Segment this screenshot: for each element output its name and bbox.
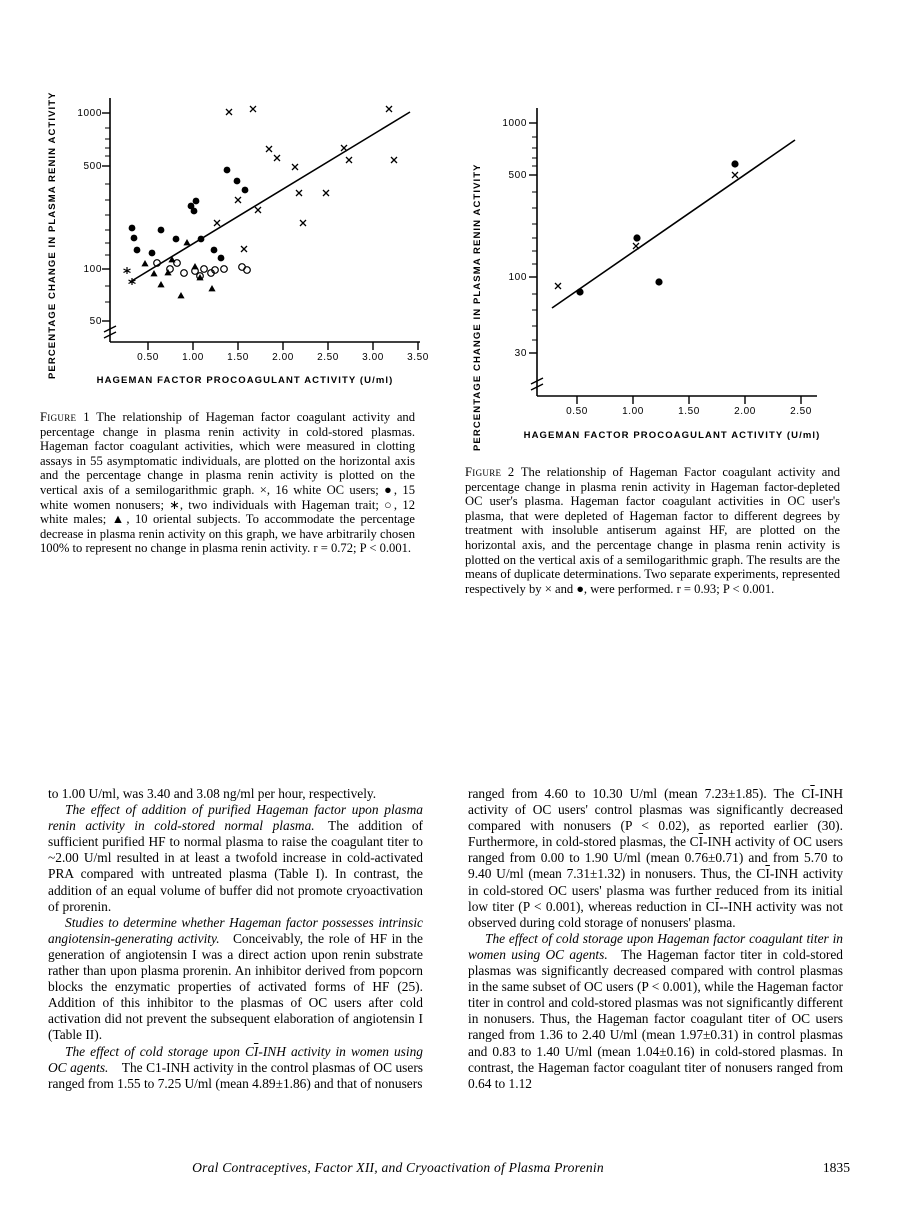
figure-1-y-axis-label: PERCENTAGE CHANGE IN PLASMA RENIN ACTIVITY <box>47 91 58 379</box>
figure-1-xtick-050: 0.50 <box>137 352 159 363</box>
body-paragraph: The effect of cold storage upon $C\overline{I}$-INH activity in women using OC agents. The C1-INH activity in the control plasmas of OC users ranged from 1.55 to 7.25 U/ml (mean 4.89±1.86) and that of nonusers <box>48 1043 423 1091</box>
figure-1-ytick-50: 50 <box>89 316 102 327</box>
figure-2-ytick-1000: 1000 <box>502 118 527 129</box>
figure-2-series-dot <box>576 160 738 295</box>
figure-2-xtick-150: 1.50 <box>678 406 700 417</box>
figure-1-ytick-100: 100 <box>83 264 102 275</box>
figure-1-caption-text: The relationship of Hageman factor coagulant activity and percentage change in plasma renin activity in cold-stored plasmas. Hageman factor coagulant activities, which were measured in clotting assays in 55 asymptomatic individuals, are plotted on the horizontal axis and the percentage change in plasma renin activity is plotted on the vertical axis of a semilogarithmic graph. ×, 16 white OC users; ●, 15 white women nonusers; ∗, two individuals with Hageman trait; ○, 12 white males; ▲, 10 oriental subjects. To accommodate the percentage decrease in plasma renin activity on this graph, we have arbitrarily chosen 100% to represent no change in plasma renin activity. r = 0.72; P < 0.001. <box>40 410 415 556</box>
running-title: Oral Contraceptives, Factor XII, and Cryoactivation of Plasma Prorenin <box>192 1160 604 1175</box>
figure-1-ytick-500: 500 <box>83 161 102 172</box>
figure-1 <box>40 80 435 556</box>
figure-2-canvas <box>527 80 857 420</box>
figure-1-series-hageman-trait <box>124 267 136 285</box>
body-paragraph: ranged from 4.60 to 10.30 U/ml (mean 7.23±1.85). The $C\overline{I}$-INH activity of OC users' control plasmas was significantly decreased compared with nonusers (P < 0.02), as reported earlier (30). Furthermore, in cold-stored plasmas, the $C\overline{I}$-INH activity of OC users ranged from 0.00 to 1.90 U/ml (mean 0.76±0.71) and from 5.70 to 9.40 U/ml (mean 7.31±1.32) in nonusers. Thus, the $C\overline{I}$-INH activity in cold-stored OC users' plasma was further reduced from its initial low titer (P < 0.001), whereas reduction in $C\overline{I}-$-INH activity was not observed during cold storage of nonusers' plasma. <box>468 786 844 930</box>
figure-2-xtick-050: 0.50 <box>566 406 588 417</box>
figure-2-plot <box>465 80 860 460</box>
figure-2-caption-text: The relationship of Hageman Factor coagulant activity and percentage change in plasma renin activity in Hageman factor-depleted OC user's plasma. Hageman factor coagulant activities in OC user's plasma, that were depleted of Hageman factor to different degrees by treatment with insoluble antiserum against HF, are plotted on the horizontal axis, and the percentage change in plasma renin activity is plotted on the vertical axis of a semilogarithmic graph. The results are the means of duplicate determinations. Two separate experiments, represented respectively by × and ●, were performed. r = 0.93; P < 0.001. <box>465 465 840 596</box>
figure-2-xtick-200: 2.00 <box>734 406 756 417</box>
body-paragraph: The effect of cold storage upon Hageman factor coagulant titer in women using OC agents. The Hageman factor titer in cold-stored plasmas was significantly decreased compared with control plasmas in the same subset of OC users (P < 0.001), while the Hageman factor titer in control and cold-stored plasmas was not significantly different in nonusers. Thus, the Hageman factor coagulant titer of OC users ranged from 1.36 to 2.40 U/ml (mean 1.97±0.31) in control plasmas and 0.83 to 1.40 U/ml (mean 1.04±0.16) in cold-stored plasmas. In contrast, the Hageman factor coagulant titer of nonusers ranged from 0.64 to 1.12 <box>468 930 843 1091</box>
figure-2-xtick-250: 2.50 <box>790 406 812 417</box>
figure-2-xtick-100: 1.00 <box>622 406 644 417</box>
figure-1-caption-label: Figure 1 <box>40 410 90 424</box>
figure-1-xtick-250: 2.50 <box>317 352 339 363</box>
figure-1-xtick-150: 1.50 <box>227 352 249 363</box>
figure-2-ytick-100: 100 <box>508 272 527 283</box>
page-footer <box>48 1160 850 1176</box>
figure-2-x-axis-label: HAGEMAN FACTOR PROCOAGULANT ACTIVITY (U/ml) <box>523 430 821 441</box>
figures-region <box>40 80 860 700</box>
body-column-left <box>48 786 423 1092</box>
figure-2-y-axis-label: PERCENTAGE CHANGE IN PLASMA RENIN ACTIVITY <box>472 163 483 451</box>
figure-1-ytick-1000: 1000 <box>77 108 102 119</box>
figure-1-caption <box>40 410 415 556</box>
figure-1-xtick-200: 2.00 <box>272 352 294 363</box>
figure-2-caption <box>465 465 840 596</box>
body-paragraph: The effect of addition of purified Hageman factor upon plasma renin activity in cold-stored normal plasma. The addition of sufficient purified HF to normal plasma to raise the coagulant titer to ~2.00 U/ml resulted in at least a twofold increase in cold-activated PRA compared with untreated plasma (Table I). In contrast, the addition of an equal volume of buffer did not promote cryoactivation of prorenin. <box>48 802 423 914</box>
figure-1-xtick-350: 3.50 <box>407 352 429 363</box>
figure-2-ytick-500: 500 <box>508 170 527 181</box>
figure-2-caption-label: Figure 2 <box>465 465 515 479</box>
page-number: 1835 <box>822 1160 850 1175</box>
figure-2 <box>465 80 860 596</box>
body-column-right <box>468 786 843 1092</box>
body-paragraph: Studies to determine whether Hageman factor possesses intrinsic angiotensin-generating activity. Conceivably, the role of HF in the generation of angiotensin I was a direct action upon renin substrate rather than upon plasma prorenin. An inhibitor derived from popcorn blocks the enzymatic properties of activated forms of HF (25). Addition of this inhibitor to the plasmas of OC users after cold activation did not prevent the subsequent elaboration of angiotensin I (Table II). <box>48 914 424 1043</box>
figure-1-xtick-300: 3.00 <box>362 352 384 363</box>
body-paragraph: to 1.00 U/ml, was 3.40 and 3.08 ng/ml per hour, respectively. <box>48 786 377 801</box>
figure-1-series-oc-users <box>214 106 397 252</box>
figure-1-canvas <box>100 80 430 380</box>
figure-1-xtick-100: 1.00 <box>182 352 204 363</box>
figure-1-x-axis-label: HAGEMAN FACTOR PROCOAGULANT ACTIVITY (U/ml) <box>96 375 394 386</box>
figure-1-plot <box>40 80 435 386</box>
figure-2-series-x <box>555 172 738 289</box>
figure-2-ytick-30: 30 <box>514 348 527 359</box>
